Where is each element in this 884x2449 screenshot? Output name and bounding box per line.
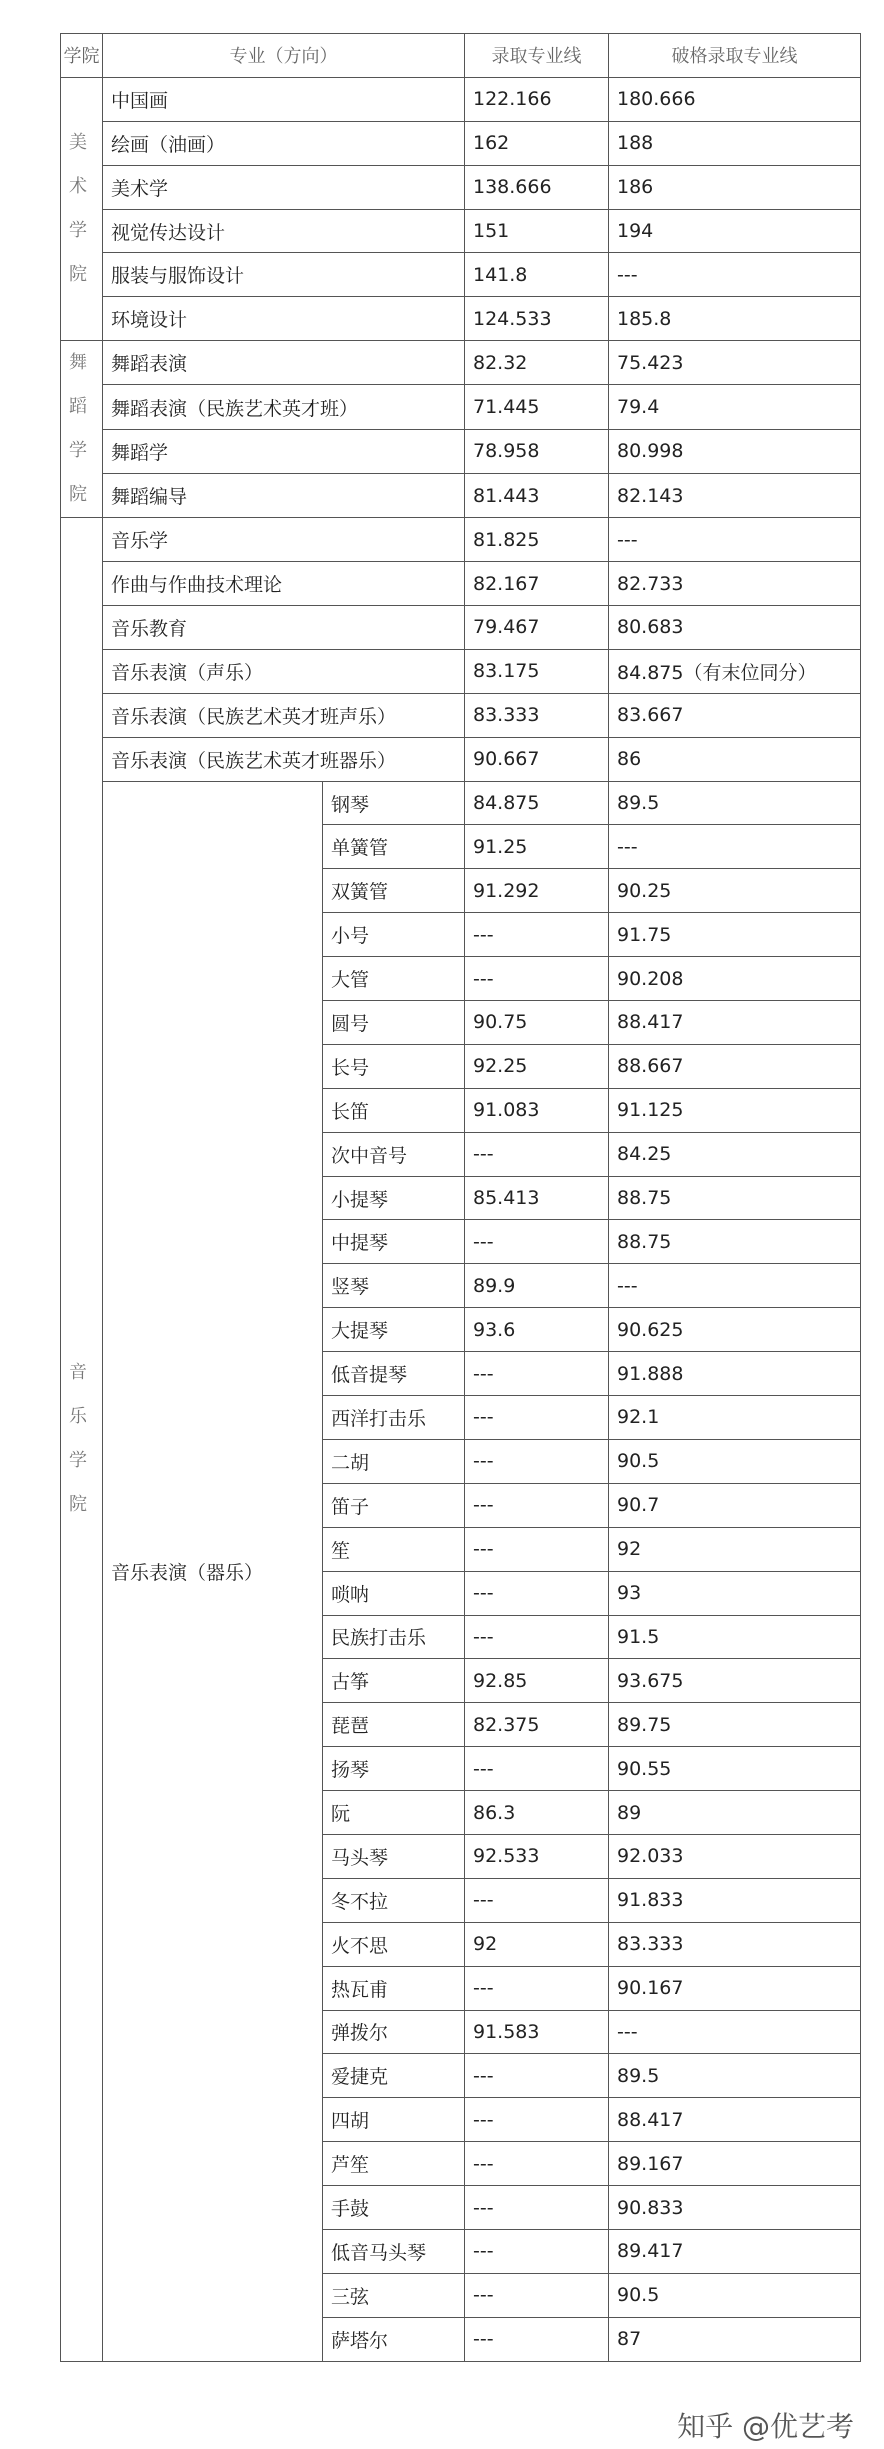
instrument-cell: 热瓦甫 xyxy=(323,1966,465,2010)
line-cell: 92.533 xyxy=(465,1834,609,1878)
line-cell: 91.292 xyxy=(465,869,609,913)
line-cell: --- xyxy=(465,1483,609,1527)
table-row xyxy=(61,781,861,825)
instrument-cell: 小号 xyxy=(323,913,465,957)
college-name: 美术学院 xyxy=(69,132,87,286)
exception-cell: 88.75 xyxy=(609,1220,861,1264)
instrument-cell: 冬不拉 xyxy=(323,1878,465,1922)
major-cell: 舞蹈表演 xyxy=(103,341,465,385)
instrument-cell: 扬琴 xyxy=(323,1747,465,1791)
instrument-cell: 钢琴 xyxy=(323,781,465,825)
major-cell: 舞蹈学 xyxy=(103,429,465,473)
table-row xyxy=(61,606,861,650)
instrument-cell: 西洋打击乐 xyxy=(323,1396,465,1440)
table-header-row xyxy=(61,34,861,78)
line-cell: --- xyxy=(465,1878,609,1922)
table-row xyxy=(61,297,861,341)
header-exception: 破格录取专业线 xyxy=(609,34,861,78)
line-cell: 92.85 xyxy=(465,1659,609,1703)
exception-cell: 91.75 xyxy=(609,913,861,957)
line-cell: 85.413 xyxy=(465,1176,609,1220)
line-cell: --- xyxy=(465,2186,609,2230)
table-row xyxy=(61,649,861,693)
major-cell: 音乐表演（民族艺术英才班器乐） xyxy=(103,737,465,781)
exception-cell: 93 xyxy=(609,1571,861,1615)
line-cell: 83.175 xyxy=(465,649,609,693)
exception-cell: 90.25 xyxy=(609,869,861,913)
exception-cell: 90.5 xyxy=(609,1439,861,1483)
table-row xyxy=(61,385,861,429)
exception-cell: 90.167 xyxy=(609,1966,861,2010)
exception-cell: 188 xyxy=(609,121,861,165)
table-row xyxy=(61,341,861,385)
exception-cell: 88.417 xyxy=(609,2098,861,2142)
college-name: 舞蹈学院 xyxy=(69,352,87,506)
instrument-cell: 二胡 xyxy=(323,1439,465,1483)
exception-cell: 89.417 xyxy=(609,2229,861,2273)
exception-cell: 84.25 xyxy=(609,1132,861,1176)
line-cell: 89.9 xyxy=(465,1264,609,1308)
exception-cell: 82.143 xyxy=(609,473,861,517)
table-row xyxy=(61,473,861,517)
major-cell: 环境设计 xyxy=(103,297,465,341)
table-row xyxy=(61,209,861,253)
line-cell: 92.25 xyxy=(465,1044,609,1088)
instrument-cell: 次中音号 xyxy=(323,1132,465,1176)
line-cell: 124.533 xyxy=(465,297,609,341)
instrument-cell: 圆号 xyxy=(323,1001,465,1045)
line-cell: --- xyxy=(465,2142,609,2186)
instrument-cell: 低音马头琴 xyxy=(323,2229,465,2273)
line-cell: 141.8 xyxy=(465,253,609,297)
exception-cell: 75.423 xyxy=(609,341,861,385)
major-cell: 舞蹈表演（民族艺术英才班） xyxy=(103,385,465,429)
instrument-cell: 四胡 xyxy=(323,2098,465,2142)
line-cell: --- xyxy=(465,1571,609,1615)
major-cell: 音乐教育 xyxy=(103,606,465,650)
line-cell: 81.443 xyxy=(465,473,609,517)
major-cell: 绘画（油画） xyxy=(103,121,465,165)
exception-cell: 88.75 xyxy=(609,1176,861,1220)
header-major: 专业（方向） xyxy=(103,34,465,78)
exception-cell: 88.417 xyxy=(609,1001,861,1045)
instrument-cell: 长笛 xyxy=(323,1088,465,1132)
instrument-cell: 萨塔尔 xyxy=(323,2317,465,2361)
line-cell: --- xyxy=(465,2098,609,2142)
header-line: 录取专业线 xyxy=(465,34,609,78)
instrumental-group-cell: 音乐表演（器乐） xyxy=(103,781,323,2361)
line-cell: --- xyxy=(465,1747,609,1791)
instrument-cell: 古筝 xyxy=(323,1659,465,1703)
instrument-cell: 爱捷克 xyxy=(323,2054,465,2098)
line-cell: --- xyxy=(465,1352,609,1396)
exception-cell: 92 xyxy=(609,1527,861,1571)
exception-cell: 89.5 xyxy=(609,2054,861,2098)
exception-cell: 79.4 xyxy=(609,385,861,429)
admission-score-table xyxy=(60,33,861,2362)
exception-cell: 82.733 xyxy=(609,562,861,606)
table-row xyxy=(61,253,861,297)
instrument-cell: 唢呐 xyxy=(323,1571,465,1615)
exception-cell: 92.1 xyxy=(609,1396,861,1440)
exception-cell: 89.75 xyxy=(609,1703,861,1747)
exception-cell: --- xyxy=(609,1264,861,1308)
exception-cell: 91.125 xyxy=(609,1088,861,1132)
exception-cell: 89 xyxy=(609,1791,861,1835)
exception-cell: 89.167 xyxy=(609,2142,861,2186)
college-dance xyxy=(61,341,103,518)
line-cell: 82.32 xyxy=(465,341,609,385)
line-cell: --- xyxy=(465,1220,609,1264)
line-cell: 84.875 xyxy=(465,781,609,825)
exception-cell: 185.8 xyxy=(609,297,861,341)
watermark: 知乎 @优艺考 xyxy=(677,2410,854,2443)
header-college: 学院 xyxy=(61,34,103,78)
exception-cell: 90.208 xyxy=(609,957,861,1001)
line-cell: --- xyxy=(465,1132,609,1176)
instrument-cell: 小提琴 xyxy=(323,1176,465,1220)
exception-cell: 91.5 xyxy=(609,1615,861,1659)
exception-cell: 194 xyxy=(609,209,861,253)
line-cell: 91.083 xyxy=(465,1088,609,1132)
exception-cell: 91.833 xyxy=(609,1878,861,1922)
line-cell: 162 xyxy=(465,121,609,165)
exception-cell: 93.675 xyxy=(609,1659,861,1703)
exception-cell: 91.888 xyxy=(609,1352,861,1396)
major-cell: 音乐表演（民族艺术英才班声乐） xyxy=(103,693,465,737)
line-cell: 90.667 xyxy=(465,737,609,781)
major-cell: 中国画 xyxy=(103,77,465,121)
major-cell: 音乐学 xyxy=(103,518,465,562)
instrument-cell: 低音提琴 xyxy=(323,1352,465,1396)
major-cell: 美术学 xyxy=(103,165,465,209)
table-row xyxy=(61,429,861,473)
table-row xyxy=(61,562,861,606)
college-name: 音乐学院 xyxy=(69,1362,87,1516)
line-cell: 81.825 xyxy=(465,518,609,562)
line-cell: --- xyxy=(465,2273,609,2317)
line-cell: 91.25 xyxy=(465,825,609,869)
instrument-cell: 民族打击乐 xyxy=(323,1615,465,1659)
line-cell: 93.6 xyxy=(465,1308,609,1352)
instrument-cell: 火不思 xyxy=(323,1922,465,1966)
line-cell: --- xyxy=(465,2054,609,2098)
line-cell: 78.958 xyxy=(465,429,609,473)
exception-cell: 83.333 xyxy=(609,1922,861,1966)
instrument-cell: 笙 xyxy=(323,1527,465,1571)
instrument-cell: 阮 xyxy=(323,1791,465,1835)
instrument-cell: 单簧管 xyxy=(323,825,465,869)
table-row xyxy=(61,165,861,209)
line-cell: 90.75 xyxy=(465,1001,609,1045)
exception-cell: 83.667 xyxy=(609,693,861,737)
line-cell: 92 xyxy=(465,1922,609,1966)
table-row xyxy=(61,737,861,781)
line-cell: 138.666 xyxy=(465,165,609,209)
exception-cell: 90.833 xyxy=(609,2186,861,2230)
exception-cell: 180.666 xyxy=(609,77,861,121)
exception-cell: 86 xyxy=(609,737,861,781)
line-cell: 83.333 xyxy=(465,693,609,737)
line-cell: --- xyxy=(465,1396,609,1440)
line-cell: --- xyxy=(465,913,609,957)
instrument-cell: 竖琴 xyxy=(323,1264,465,1308)
instrument-cell: 手鼓 xyxy=(323,2186,465,2230)
exception-cell: 80.998 xyxy=(609,429,861,473)
major-cell: 音乐表演（声乐） xyxy=(103,649,465,693)
line-cell: --- xyxy=(465,1527,609,1571)
line-cell: --- xyxy=(465,2229,609,2273)
instrument-cell: 弹拨尔 xyxy=(323,2010,465,2054)
line-cell: --- xyxy=(465,2317,609,2361)
exception-cell: --- xyxy=(609,825,861,869)
instrument-cell: 大提琴 xyxy=(323,1308,465,1352)
exception-cell: --- xyxy=(609,2010,861,2054)
major-cell: 舞蹈编导 xyxy=(103,473,465,517)
line-cell: 82.167 xyxy=(465,562,609,606)
exception-cell: 87 xyxy=(609,2317,861,2361)
table-row xyxy=(61,693,861,737)
line-cell: 91.583 xyxy=(465,2010,609,2054)
major-cell: 视觉传达设计 xyxy=(103,209,465,253)
instrument-cell: 大管 xyxy=(323,957,465,1001)
exception-cell: 88.667 xyxy=(609,1044,861,1088)
exception-cell: --- xyxy=(609,518,861,562)
exception-cell: 89.5 xyxy=(609,781,861,825)
instrument-cell: 琵琶 xyxy=(323,1703,465,1747)
exception-cell: --- xyxy=(609,253,861,297)
instrument-cell: 马头琴 xyxy=(323,1834,465,1878)
instrument-cell: 笛子 xyxy=(323,1483,465,1527)
exception-cell: 90.55 xyxy=(609,1747,861,1791)
table-row xyxy=(61,77,861,121)
instrument-cell: 三弦 xyxy=(323,2273,465,2317)
line-cell: --- xyxy=(465,1439,609,1483)
line-cell: --- xyxy=(465,1966,609,2010)
line-cell: --- xyxy=(465,1615,609,1659)
major-cell: 服装与服饰设计 xyxy=(103,253,465,297)
exception-cell: 90.5 xyxy=(609,2273,861,2317)
instrument-cell: 长号 xyxy=(323,1044,465,1088)
line-cell: 82.375 xyxy=(465,1703,609,1747)
exception-cell: 92.033 xyxy=(609,1834,861,1878)
line-cell: 71.445 xyxy=(465,385,609,429)
line-cell: 151 xyxy=(465,209,609,253)
exception-cell: 90.7 xyxy=(609,1483,861,1527)
table-row xyxy=(61,518,861,562)
exception-cell: 84.875（有末位同分） xyxy=(609,649,861,693)
college-music xyxy=(61,518,103,2361)
exception-cell: 90.625 xyxy=(609,1308,861,1352)
line-cell: --- xyxy=(465,957,609,1001)
table-row xyxy=(61,121,861,165)
instrument-cell: 芦笙 xyxy=(323,2142,465,2186)
instrument-cell: 双簧管 xyxy=(323,869,465,913)
line-cell: 86.3 xyxy=(465,1791,609,1835)
exception-cell: 80.683 xyxy=(609,606,861,650)
college-art xyxy=(61,77,103,340)
line-cell: 79.467 xyxy=(465,606,609,650)
instrument-cell: 中提琴 xyxy=(323,1220,465,1264)
exception-cell: 186 xyxy=(609,165,861,209)
line-cell: 122.166 xyxy=(465,77,609,121)
major-cell: 作曲与作曲技术理论 xyxy=(103,562,465,606)
